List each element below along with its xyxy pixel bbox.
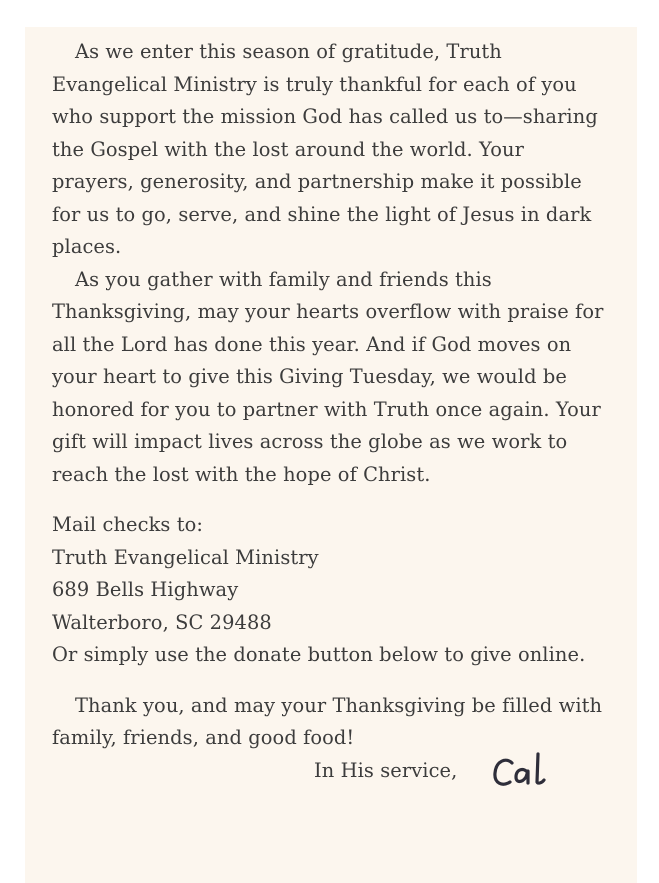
mail-city-state-zip: Walterboro, SC 29488 [52, 610, 272, 634]
closing-line [52, 755, 612, 789]
signature-cal [490, 749, 560, 795]
letter-card [25, 27, 637, 883]
thank-you-paragraph: Thank you, and may your Thanksgiving be filled with family, friends, and good food! [52, 693, 603, 749]
mail-street: 689 Bells Highway [52, 578, 239, 601]
paragraph-gratitude: As we enter this season of gratitude, Truth Evangelical Ministry is truly thankful for each of you who support the mission God has called us to—sharing the Gospel with the lost around the world. Your prayers, generosity, and partnership make it possible for us to go, serve, and shine the light of Jesus in dark places. [52, 40, 598, 258]
paragraph-thanksgiving: As you gather with family and friends this Thanksgiving, may your hearts overflow with praise for all the Lord has done this year. And if God moves on your heart to give this Giving Tuesday, we would be honored for you to partner with Truth once again. Your gift will impact lives across the globe as we work to reach the lost with the hope of Christ. [52, 267, 604, 486]
mail-heading: Mail checks to: [52, 513, 204, 536]
online-giving-note: Or simply use the donate button below to give online. [52, 643, 586, 666]
closing-text: In His service, [314, 758, 458, 782]
mail-org-name: Truth Evangelical Ministry [52, 545, 319, 569]
letter-body [52, 36, 612, 789]
mail-instructions [52, 509, 612, 672]
